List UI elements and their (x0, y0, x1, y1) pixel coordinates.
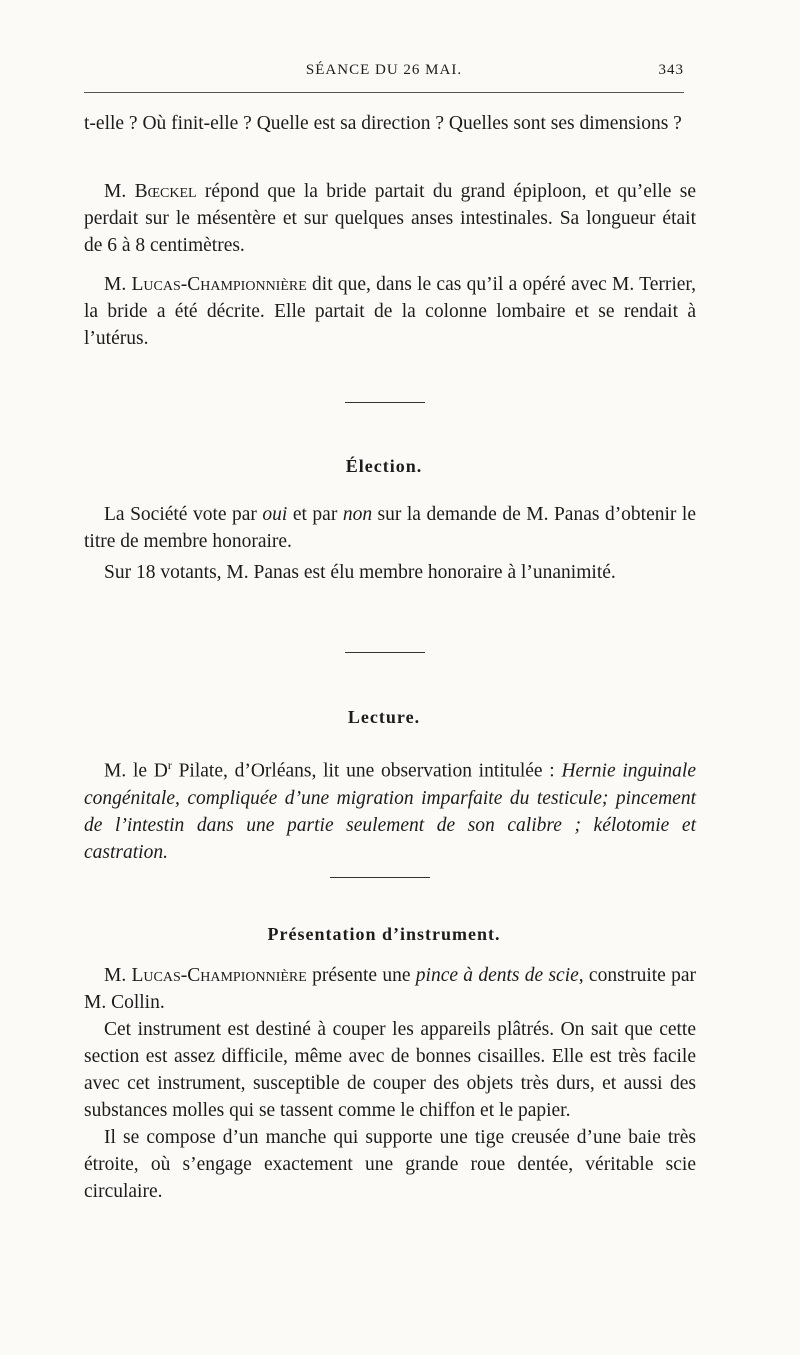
presentation-paragraphs (84, 962, 696, 1205)
boeckel-paragraph (84, 178, 696, 259)
paragraph-text: dit que, dans le cas qu’il a opéré avec M. Terrier, la bride a été décrite. Elle partait de la colonne lombaire et se rendait à l’utérus. (84, 274, 696, 349)
section-heading-election: Élection. (345, 456, 423, 476)
running-head (84, 62, 684, 84)
text-run: , construite par M. Collin. (84, 965, 696, 1013)
instrument-composition: Il se compose d’un manche qui supporte une tige creusée d’une baie très étroite, où s’engage exactement une grande roue dentée, véritable scie circulaire. (84, 1127, 696, 1202)
observation-title: Hernie inguinale congénitale, compliquée d’une migration imparfaite du testicule; pincement de l’intestin dans une partie seulement de son calibre ; kélotomie et castration. (84, 760, 697, 863)
text-run: et par (287, 504, 343, 525)
emphasis-oui: oui (262, 504, 288, 525)
paragraph-text: répond que la bride partait du grand épiploon, et qu’elle se perdait sur le mésentère et sur quelques anses intestinales. Sa longueur était de 6 à 8 centimètres. (84, 181, 696, 256)
speaker-prefix: M. (104, 181, 135, 202)
opening-paragraph (84, 110, 696, 137)
election-paragraph (84, 501, 696, 586)
speaker-name: Lucas-Championnière (131, 965, 307, 986)
lucas-paragraph (84, 271, 696, 352)
header-rule (84, 92, 684, 93)
text-run: La Société vote par (104, 504, 263, 525)
instrument-name: pince à dents de scie (415, 965, 579, 986)
running-head-title: SÉANCE DU 26 MAI. (305, 62, 463, 78)
speaker-name: Lucas-Championnière (131, 274, 307, 295)
speaker-name: Bœckel (134, 181, 197, 202)
lecture-paragraph (84, 752, 696, 866)
speaker-prefix: M. (104, 965, 132, 986)
superscript: r (167, 758, 172, 772)
text-run: M. le D (104, 760, 168, 782)
text-run: présente une (306, 965, 416, 986)
text-run: Pilate, d’Orléans, lit une observation intitulée : (171, 760, 562, 782)
section-heading-presentation: Présentation d’instrument. (267, 924, 501, 944)
question-paragraph: t-elle ? Où finit-elle ? Quelle est sa direction ? Quelles sont ses dimensions ? (84, 113, 682, 134)
speaker-prefix: M. (104, 274, 132, 295)
section-divider (345, 652, 425, 653)
section-divider (330, 877, 430, 878)
section-divider (345, 402, 425, 403)
instrument-description: Cet instrument est destiné à couper les appareils plâtrés. On sait que cette section est assez difficile, même avec de bonnes cisailles. Elle est très facile avec cet instrument, susceptible de couper des objets très durs, et aussi des substances molles qui se tassent comme le chiffon et le papier. (84, 1019, 696, 1121)
emphasis-non: non (342, 504, 373, 525)
text-run: sur la demande de M. Panas d’obtenir le titre de membre honoraire. (84, 504, 696, 552)
page-number: 343 (658, 62, 684, 78)
section-heading-lecture: Lecture. (347, 707, 421, 727)
election-result: Sur 18 votants, M. Panas est élu membre honoraire à l’unanimité. (104, 562, 616, 583)
